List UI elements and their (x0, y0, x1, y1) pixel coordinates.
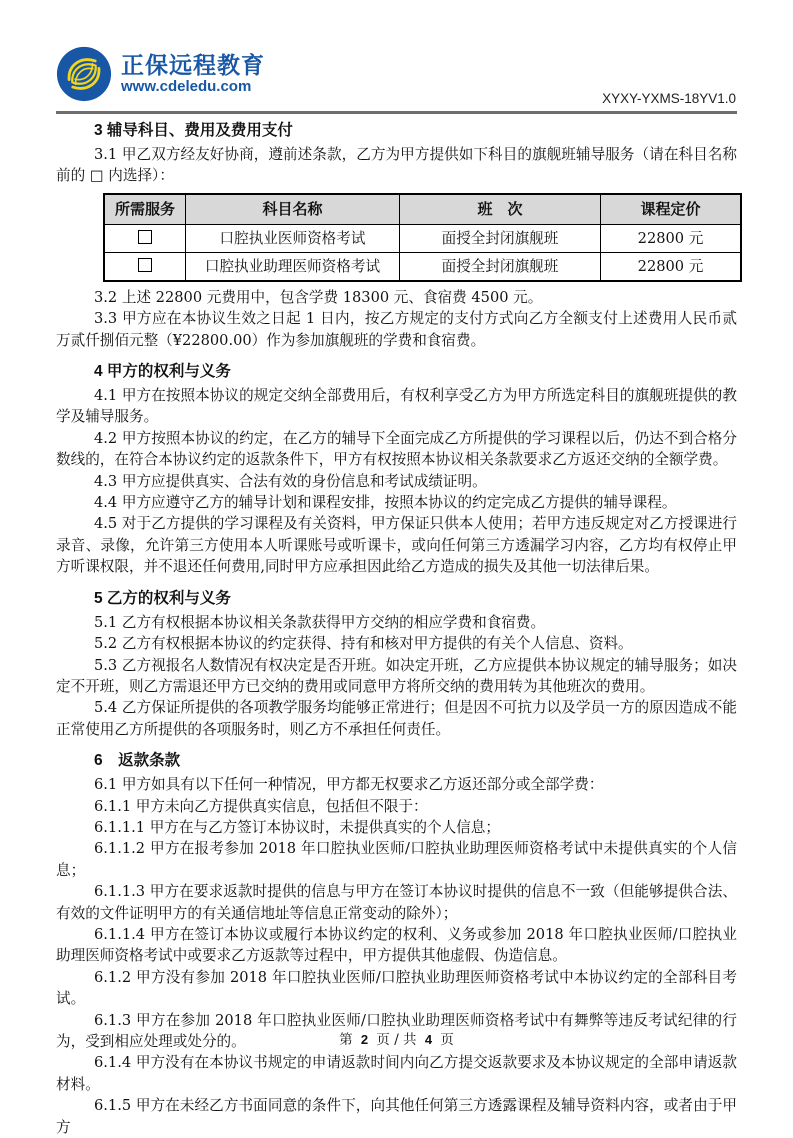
column-header-service: 所需服务 (104, 194, 186, 225)
clause-6-1-1-4: 6.1.1.4 甲方在签订本协议或履行本协议约定的权利、义务或参加 2018 年口腔执业医师/口腔执业助理医师资格考试中或要求乙方返款等过程中，甲方提供其他虚假、伪造信息。 (56, 925, 737, 965)
clause-6-1-4: 6.1.4 甲方没有在本协议书规定的申请返款时间内向乙方提交返款要求及本协议规定的全部申请返款材料。 (56, 1054, 737, 1093)
service-checkbox-cell (104, 224, 186, 252)
subject-cell: 口腔执业助理医师资格考试 (186, 252, 400, 281)
page-footer (0, 1028, 793, 1048)
footer-prefix: 第 (339, 1032, 353, 1048)
table-row (104, 252, 741, 281)
clause-6-1-1-2: 6.1.1.2 甲方在报考参加 2018 年口腔执业医师/口腔执业助理医师资格考试中未提供真实的个人信息； (56, 840, 737, 879)
company-website: www.cdeledu.com (121, 78, 252, 95)
clause-6-1-1: 6.1.1 甲方未向乙方提供真实信息，包括但不限于： (94, 797, 428, 815)
price-cell: 22800 元 (601, 252, 742, 281)
clause-5-4: 5.4 乙方保证所提供的各项教学服务均能够正常进行；但是因不可抗力以及学员一方的原因造成不能正常使用乙方所提供的各项服务时，则乙方不承担任何责任。 (56, 699, 737, 738)
clause-6-1-3: 6.1.3 甲方在参加 2018 年口腔执业医师/口腔执业助理医师资格考试中有舞弊等违反考试纪律的行为，受到相应处理或处分的。 (56, 1011, 737, 1050)
column-header-class: 班 次 (400, 194, 601, 225)
checkbox-icon (138, 258, 152, 272)
section-6-heading: 6 返款条款 (94, 752, 181, 770)
checkbox-icon (138, 230, 152, 244)
clause-4-4: 4.4 甲方应遵守乙方的辅导计划和课程安排，按照本协议的约定完成乙方提供的辅导课程。 (94, 494, 677, 512)
document-version-code: XYXY-YXMS-18YV1.0 (602, 91, 736, 106)
clause-4-2: 4.2 甲方按照本协议的约定，在乙方的辅导下全面完成乙方所提供的学习课程以后，仍达不到合格分数线的，在符合本协议约定的返款条件下，甲方有权按照本协议相关条款要求乙方返还交纳的全额学费。 (56, 429, 737, 469)
total-page-number: 4 (424, 1032, 433, 1047)
clause-6-1-2: 6.1.2 甲方没有参加 2018 年口腔执业医师/口腔执业助理医师资格考试中本协议约定的全部科目考试。 (56, 968, 737, 1008)
column-header-subject: 科目名称 (186, 194, 400, 225)
company-name: 正保远程教育 (121, 52, 265, 78)
header-divider (56, 111, 737, 114)
column-header-price: 课程定价 (601, 194, 742, 225)
clause-4-3: 4.3 甲方应提供真实、合法有效的身份信息和考试成绩证明。 (94, 472, 487, 490)
page-header (56, 46, 737, 106)
clause-6-1-1-3: 6.1.1.3 甲方在要求返款时提供的信息与甲方在签订本协议时提供的信息不一致（但能够提供合法、有效的文件证明甲方的有关通信地址等信息正常变动的除外）； (56, 883, 737, 922)
class-cell: 面授全封闭旗舰班 (400, 224, 601, 252)
service-checkbox-cell (104, 252, 186, 281)
clause-5-3: 5.3 乙方视报名人数情况有权决定是否开班。如决定开班，乙方应提供本协议规定的辅导服务；如决定不开班，则乙方需退还甲方已交纳的费用或同意甲方将所交纳的费用转为其他班次的费用。 (56, 656, 737, 695)
current-page-number: 2 (360, 1032, 369, 1047)
company-logo-text (121, 52, 265, 96)
section-5-heading: 5 乙方的权利与义务 (94, 589, 231, 607)
section-3-heading: 3 辅导科目、费用及费用支付 (94, 122, 293, 139)
clause-3-2: 3.2 上述 22800 元费用中，包含学费 18300 元、食宿费 4500 元。 (94, 288, 543, 306)
clause-4-1: 4.1 甲方在按照本协议的规定交纳全部费用后，有权利享受乙方为甲方所选定科目的旗舰班提供的教学及辅导服务。 (56, 387, 737, 426)
clause-6-1: 6.1 甲方如具有以下任何一种情况，甲方都无权要求乙方返还部分或全部学费： (94, 776, 604, 794)
class-cell: 面授全封闭旗舰班 (400, 252, 601, 281)
clause-3-1: 3.1 甲乙双方经友好协商，遵前述条款，乙方为甲方提供如下科目的旗舰班辅导服务（请在科目名称前的 □ 内选择）： (56, 146, 737, 185)
table-row (104, 224, 741, 252)
clause-5-2: 5.2 乙方有权根据本协议的约定获得、持有和核对甲方提供的有关个人信息、资料。 (94, 635, 633, 653)
clause-6-1-5: 6.1.5 甲方在未经乙方书面同意的条件下，向其他任何第三方透露课程及辅导资料内容，或者由于甲方 (56, 1097, 737, 1136)
section-4-heading: 4 甲方的权利与义务 (94, 363, 231, 381)
footer-suffix: 页 (440, 1032, 454, 1048)
subject-cell: 口腔执业医师资格考试 (186, 224, 400, 252)
clause-4-5: 4.5 对于乙方提供的学习课程及有关资料，甲方保证只供本人使用；若甲方违反规定对乙方授课进行录音、录像，允许第三方使用本人听课账号或听课卡，或向任何第三方透漏学习内容，乙方均有权停止甲方听课权限，并不退还任何费用,同时甲方应承担因此给乙方造成的损失及其他一切法律后果。 (56, 515, 737, 576)
clause-6-1-1-1: 6.1.1.1 甲方在与乙方签订本协议时，未提供真实的个人信息； (94, 818, 500, 836)
table-header-row (104, 194, 741, 225)
course-fee-table (103, 193, 742, 282)
clause-3-3: 3.3 甲方应在本协议生效之日起 1 日内，按乙方规定的支付方式向乙方全额支付上述费用人民币贰万贰仟捌佰元整（¥22800.00）作为参加旗舰班的学费和食宿费。 (56, 310, 737, 349)
company-logo-icon (56, 46, 112, 102)
contract-body (56, 120, 737, 1138)
footer-middle: 页 / 共 (376, 1032, 417, 1048)
clause-5-1: 5.1 乙方有权根据本协议相关条款获得甲方交纳的相应学费和食宿费。 (94, 613, 546, 631)
price-cell: 22800 元 (601, 224, 742, 252)
